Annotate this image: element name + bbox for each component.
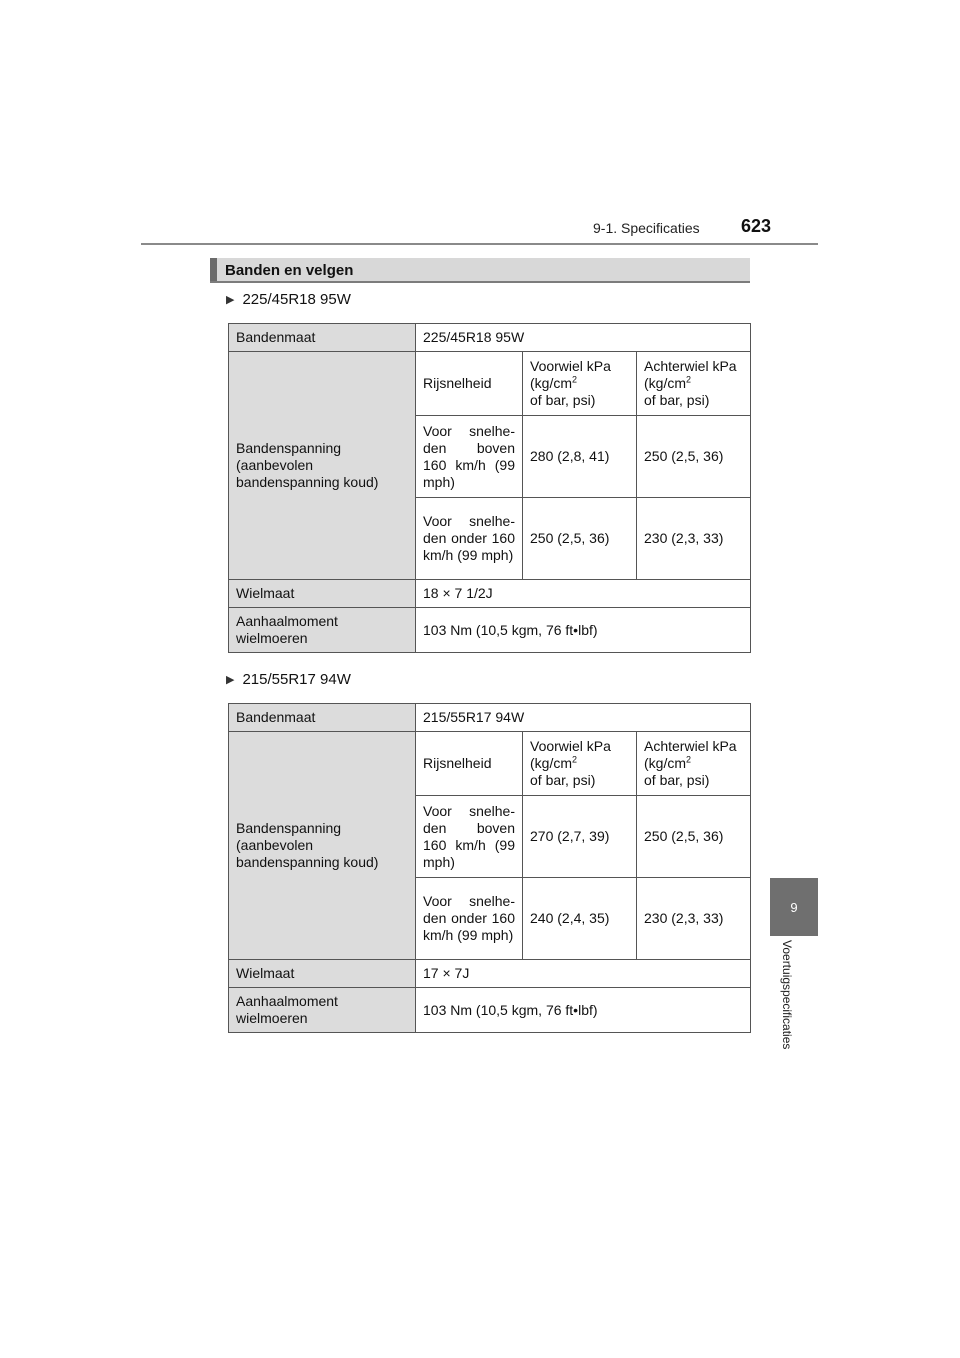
front-column-header: Voorwiel kPa ($kg/cm^2$ of bar, psi) xyxy=(523,352,637,416)
table-row xyxy=(229,324,751,352)
arrow-right-icon: ▶ xyxy=(226,294,235,306)
table-row xyxy=(229,580,751,608)
table-row xyxy=(229,704,751,732)
header-divider xyxy=(141,243,818,245)
rear-pressure-above: 250 (2,5, 36) xyxy=(637,416,751,498)
chapter-label: Voertuigspecificaties xyxy=(780,940,794,1050)
section-title-accent xyxy=(210,258,217,281)
table-row xyxy=(229,732,751,796)
front-pressure-above: 280 (2,8, 41) xyxy=(523,416,637,498)
front-pressure-below: 250 (2,5, 36) xyxy=(523,498,637,580)
front-pressure-above: 270 (2,7, 39) xyxy=(523,796,637,878)
pressure-label: Bandenspanning (aanbevolen bandenspanning koud) xyxy=(229,732,416,960)
table-row xyxy=(229,960,751,988)
chapter-tab xyxy=(770,878,818,936)
front-column-header: Voorwiel kPa ($kg/cm^2$ of bar, psi) xyxy=(523,732,637,796)
rear-column-header: Achterwiel kPa ($kg/cm^2$ of bar, psi) xyxy=(637,732,751,796)
tire-spec-table xyxy=(228,323,751,653)
tire-size-value: 225/45R18 95W xyxy=(416,324,751,352)
rear-pressure-above: 250 (2,5, 36) xyxy=(637,796,751,878)
table-row xyxy=(229,988,751,1033)
table-row xyxy=(229,608,751,653)
front-pressure-below: 240 (2,4, 35) xyxy=(523,878,637,960)
tire-spec-table xyxy=(228,703,751,1033)
speed-below-label: Voor snelhe-den onder 160 km/h (99 mph) xyxy=(416,878,523,960)
speed-above-label: Voor snelhe-den boven 160 km/h (99 mph) xyxy=(416,416,523,498)
wheel-size-label: Wielmaat xyxy=(229,580,416,608)
speed-above-label: Voor snelhe-den boven 160 km/h (99 mph) xyxy=(416,796,523,878)
speed-column-header: Rijsnelheid xyxy=(416,352,523,416)
tire-size-label: Bandenmaat xyxy=(229,324,416,352)
torque-label: Aanhaalmoment wielmoeren xyxy=(229,988,416,1033)
section-header: 9-1. Specificaties xyxy=(593,220,700,236)
pressure-label: Bandenspanning (aanbevolen bandenspanning koud) xyxy=(229,352,416,580)
tire-size-value: 215/55R17 94W xyxy=(416,704,751,732)
table-row xyxy=(229,352,751,416)
wheel-size-value: 18 × 7 1/2J xyxy=(416,580,751,608)
chapter-number: 9 xyxy=(790,899,798,915)
tire-size-heading xyxy=(226,291,351,308)
rear-column-header: Achterwiel kPa ($kg/cm^2$ of bar, psi) xyxy=(637,352,751,416)
wheel-size-value: 17 × 7J xyxy=(416,960,751,988)
tire-size-heading-text: 225/45R18 95W xyxy=(242,291,351,308)
section-title-bar xyxy=(210,258,750,283)
wheel-size-label: Wielmaat xyxy=(229,960,416,988)
speed-column-header: Rijsnelheid xyxy=(416,732,523,796)
tire-size-label: Bandenmaat xyxy=(229,704,416,732)
torque-label: Aanhaalmoment wielmoeren xyxy=(229,608,416,653)
speed-below-label: Voor snelhe-den onder 160 km/h (99 mph) xyxy=(416,498,523,580)
rear-pressure-below: 230 (2,3, 33) xyxy=(637,498,751,580)
tire-size-heading xyxy=(226,671,351,688)
page-number: 623 xyxy=(741,216,772,236)
arrow-right-icon: ▶ xyxy=(226,674,235,686)
torque-value: 103 Nm (10,5 kgm, 76 ft•lbf) xyxy=(416,988,751,1033)
rear-pressure-below: 230 (2,3, 33) xyxy=(637,878,751,960)
tire-size-heading-text: 215/55R17 94W xyxy=(242,671,351,688)
torque-value: 103 Nm (10,5 kgm, 76 ft•lbf) xyxy=(416,608,751,653)
section-title: Banden en velgen xyxy=(225,262,354,279)
